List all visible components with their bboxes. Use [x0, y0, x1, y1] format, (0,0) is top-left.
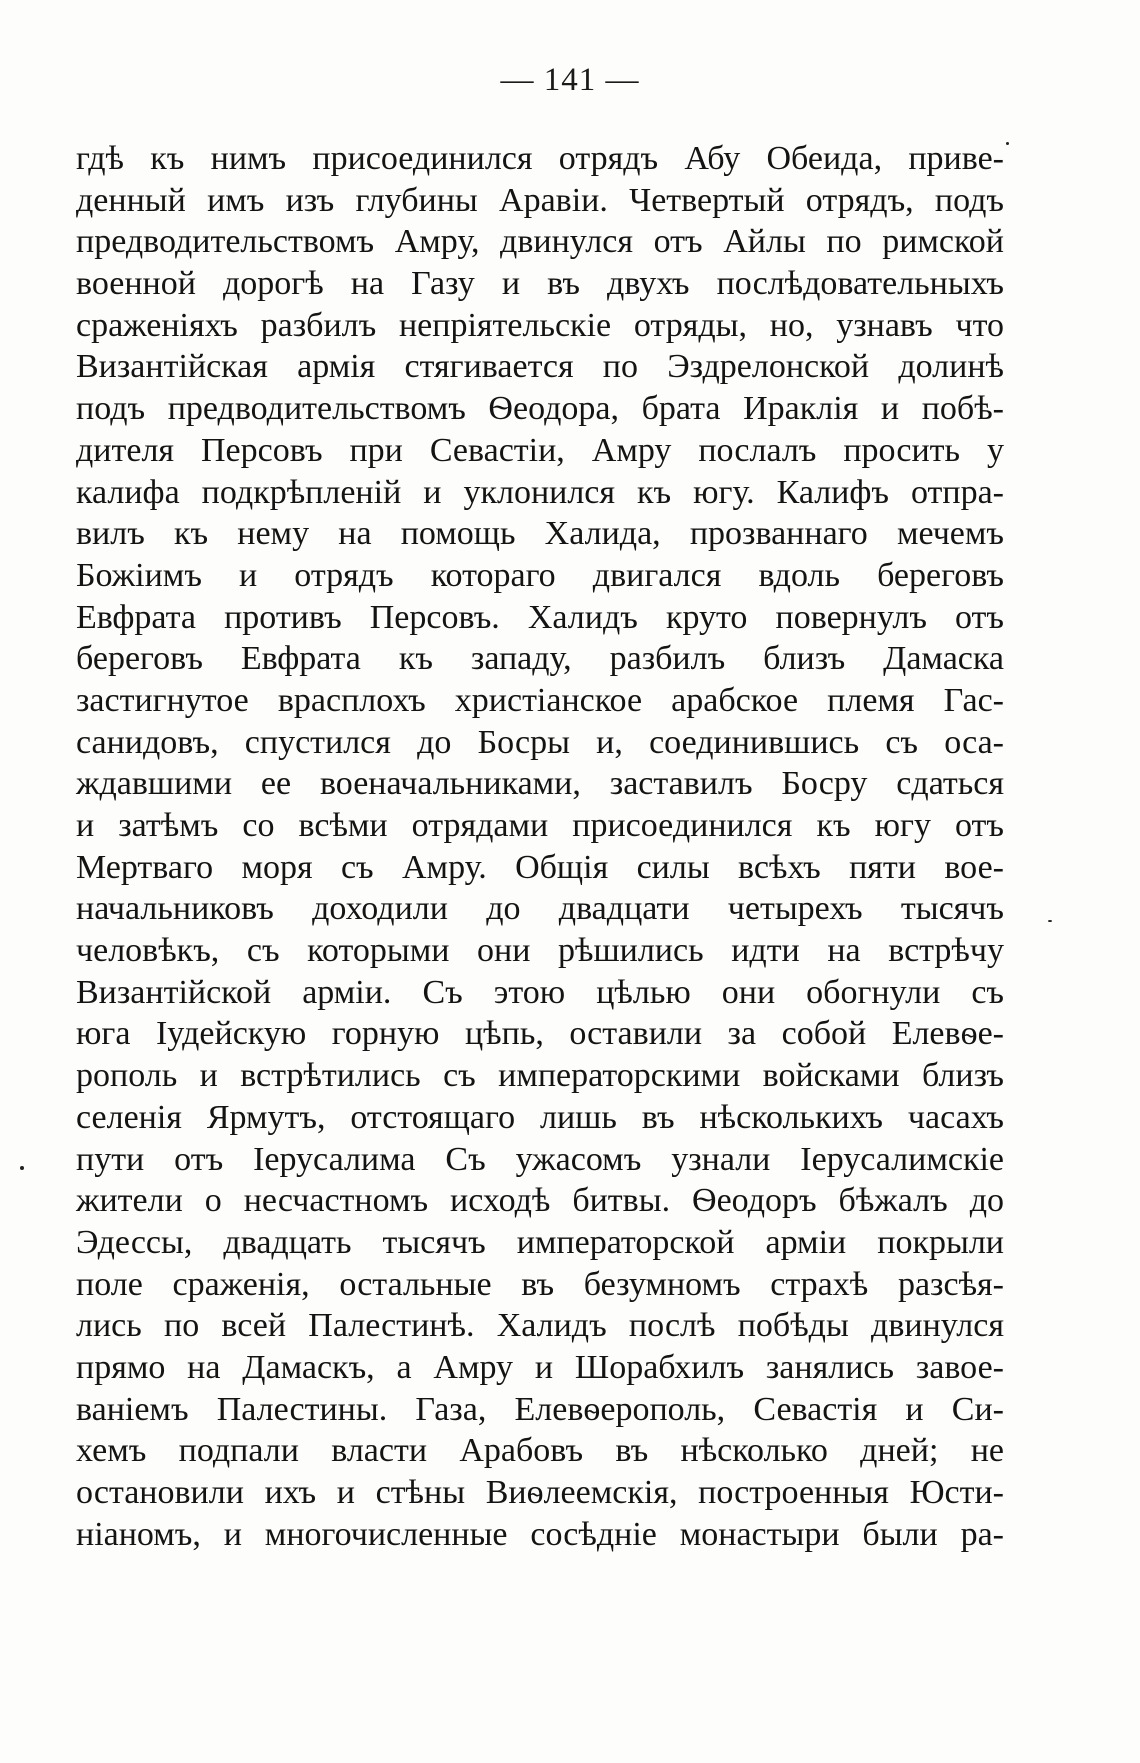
text-line: ваніемъ Палестины. Газа, Елевѳерополь, Севастія и Си-	[76, 1390, 1004, 1428]
text-line: военной дорогѣ на Газу и въ двухъ послѣдовательныхъ	[76, 265, 1004, 303]
text-line: Евфрата противъ Персовъ. Халидъ круто повернулъ отъ	[76, 598, 1004, 636]
scan-speck	[20, 1166, 24, 1170]
text-line: рополь и встрѣтились съ императорскими войсками близъ	[76, 1057, 1004, 1095]
text-line: начальниковъ доходили до двадцати четырехъ тысячъ	[76, 890, 1004, 928]
body-text	[76, 138, 1004, 1555]
page-number: — 141 —	[500, 62, 640, 98]
text-line: Мертваго моря съ Амру. Общія силы всѣхъ пяти вое-	[76, 848, 1004, 886]
text-line: вилъ къ нему на помощь Халида, прозваннаго мечемъ	[76, 515, 1004, 553]
text-line: прямо на Дамаскъ, а Амру и Шорабхилъ занялись завое-	[76, 1348, 1004, 1386]
text-line: денный имъ изъ глубины Аравіи. Четвертый отрядъ, подъ	[76, 181, 1004, 219]
text-line: Эдессы, двадцать тысячъ императорской арміи покрыли	[76, 1223, 1004, 1261]
text-line: подъ предводительствомъ Ѳеодора, брата Ираклія и побѣ-	[76, 390, 1004, 428]
text-line: лись по всей Палестинѣ. Халидъ послѣ побѣды двинулся	[76, 1307, 1004, 1345]
text-line: гдѣ къ нимъ присоединился отрядъ Абу Обеида, приве-	[76, 140, 1004, 177]
text-line: юга Іудейскую горную цѣпь, оставили за собой Елевѳе-	[76, 1015, 1004, 1053]
text-line: калифа подкрѣпленій и уклонился къ югу. Калифъ отпра-	[76, 473, 1004, 511]
text-line: Византійская армія стягивается по Эздрелонской долинѣ	[76, 348, 1004, 386]
text-line: ніаномъ, и многочисленные сосѣдніе монастыри были ра-	[76, 1515, 1004, 1553]
text-line: жители о несчастномъ исходѣ битвы. Ѳеодоръ бѣжалъ до	[76, 1182, 1004, 1220]
text-line: пути отъ Іерусалима Съ ужасомъ узнали Іерусалимскіе	[76, 1140, 1004, 1178]
text-line: застигнутое врасплохъ христіанское арабское племя Гас-	[76, 681, 1004, 719]
scan-speck	[1006, 142, 1009, 145]
text-line: сраженіяхъ разбилъ непріятельскіе отряды, но, узнавъ что	[76, 306, 1004, 344]
text-line: человѣкъ, съ которыми они рѣшились идти на встрѣчу	[76, 932, 1004, 970]
text-line: селенія Ярмутъ, отстоящаго лишь въ нѣсколькихъ часахъ	[76, 1098, 1004, 1136]
text-line: хемъ подпали власти Арабовъ въ нѣсколько дней; не	[76, 1432, 1004, 1470]
scan-speck	[1048, 920, 1052, 922]
text-line: санидовъ, спустился до Босры и, соединившись съ оса-	[76, 723, 1004, 761]
text-line: поле сраженія, остальные въ безумномъ страхѣ разсѣя-	[76, 1265, 1004, 1303]
text-line: предводительствомъ Амру, двинулся отъ Айлы по римской	[76, 223, 1004, 261]
text-line: береговъ Евфрата къ западу, разбилъ близъ Дамаска	[76, 640, 1004, 678]
text-line: и затѣмъ со всѣми отрядами присоединился къ югу отъ	[76, 807, 1004, 844]
text-line: остановили ихъ и стѣны Виѳлеемскія, построенныя Юсти-	[76, 1474, 1004, 1511]
text-line: дителя Персовъ при Севастіи, Амру послалъ просить у	[76, 431, 1004, 469]
text-line: ждавшими ее военачальниками, заставилъ Босру сдаться	[76, 765, 1004, 803]
text-line: Божіимъ и отрядъ котораго двигался вдоль береговъ	[76, 556, 1004, 594]
text-line: Византійской арміи. Съ этою цѣлью они обогнули съ	[76, 973, 1004, 1011]
